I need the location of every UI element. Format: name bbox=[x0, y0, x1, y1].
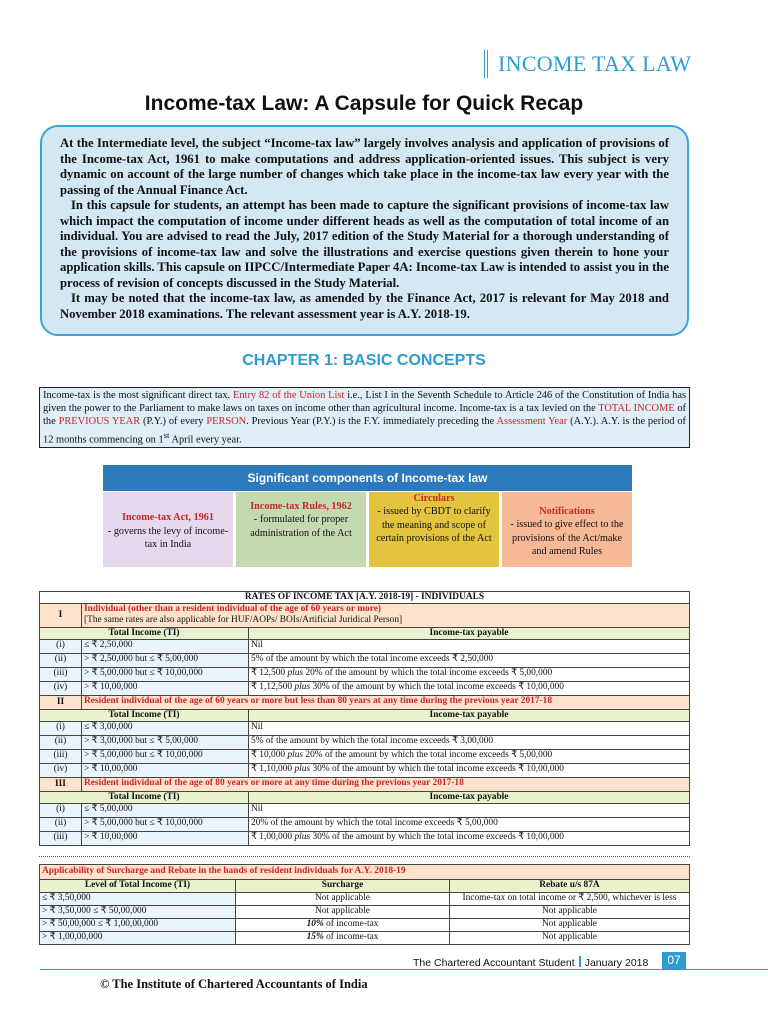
table-row bbox=[40, 932, 690, 945]
tax-payable: ₹ 10,000 plus 20% of the amount by which the total income exceeds ₹ 5,00,000 bbox=[249, 749, 690, 763]
surcharge-cell bbox=[236, 932, 450, 945]
row-index: (ii) bbox=[40, 735, 82, 749]
category-title: Resident individual of the age of 60 years or more but less than 80 years at any time during the previous year 2017-18 bbox=[84, 695, 553, 706]
table-row bbox=[40, 667, 690, 681]
income-range: > ₹ 10,00,000 bbox=[82, 763, 249, 777]
footer-rule bbox=[40, 952, 768, 970]
component-desc: - issued to give effect to the provisions of the Act/make and amend Rules bbox=[510, 519, 624, 557]
income-range: > ₹ 5,00,000 but ≤ ₹ 10,00,000 bbox=[82, 749, 249, 763]
surcharge-rebate-table bbox=[39, 864, 690, 945]
components-header: Significant components of Income-tax law bbox=[103, 465, 632, 491]
table-row bbox=[40, 831, 690, 845]
journal-name: The Chartered Accountant Student bbox=[413, 957, 575, 969]
category-description bbox=[82, 777, 690, 791]
component-title: Income-tax Rules, 1962 bbox=[250, 501, 352, 512]
column-header: Rebate u/s 87A bbox=[450, 880, 690, 893]
row-index: (iii) bbox=[40, 831, 82, 845]
column-header: Total Income (TI) bbox=[40, 791, 249, 803]
intro-paragraph-1: At the Intermediate level, the subject “Income-tax law” largely involves analysis and application of provisions of the Income-tax Act, 1961 to make computations and address application-oriented issues. This subject is very dynamic on account of the large number of changes which take place in the income-tax law every year with the passing of the Annual Finance Act. bbox=[60, 136, 669, 197]
table-row bbox=[40, 803, 690, 817]
row-index: (ii) bbox=[40, 817, 82, 831]
rates-table-body bbox=[40, 592, 690, 846]
income-range: > ₹ 2,50,000 but ≤ ₹ 5,00,000 bbox=[82, 653, 249, 667]
component-card-act bbox=[103, 492, 233, 567]
rates-caption: RATES OF INCOME TAX [A.Y. 2018-19] - INDIVIDUALS bbox=[40, 592, 690, 604]
tax-payable: ₹ 1,00,000 plus 30% of the amount by which the total income exceeds ₹ 10,00,000 bbox=[249, 831, 690, 845]
surcharge-header-row bbox=[40, 880, 690, 893]
category-row bbox=[40, 604, 690, 628]
basics-highlight: PERSON bbox=[206, 416, 247, 428]
surcharge-basis: of income-tax bbox=[323, 919, 379, 930]
rebate-cell: Income-tax on total income or ₹ 2,500, whichever is less bbox=[450, 893, 690, 906]
component-desc: - issued by CBDT to clarify the meaning and scope of certain provisions of the Act bbox=[376, 506, 492, 545]
basics-text: i.e., List I in the Seventh Schedule to Article 246 of the Constitution of India has given the power to the Parliament to make laws on taxes on income other than agricultural income. Income-tax is a tax levied on the bbox=[43, 390, 686, 415]
category-description bbox=[82, 695, 690, 709]
surcharge-cell bbox=[236, 919, 450, 932]
tax-payable: ₹ 12,500 plus 20% of the amount by which the total income exceeds ₹ 5,00,000 bbox=[249, 667, 690, 681]
tax-payable: Nil bbox=[249, 721, 690, 735]
income-range: > ₹ 10,00,000 bbox=[82, 681, 249, 695]
row-index: (iv) bbox=[40, 763, 82, 777]
table-row bbox=[40, 681, 690, 695]
income-level: > ₹ 50,00,000 ≤ ₹ 1,00,00,000 bbox=[40, 919, 236, 932]
basics-text: (P.Y.) of every bbox=[140, 416, 207, 428]
column-header: Total Income (TI) bbox=[40, 709, 249, 721]
surcharge-rate: 15% bbox=[306, 932, 324, 943]
row-index: (ii) bbox=[40, 653, 82, 667]
basics-text: of the bbox=[43, 403, 686, 428]
section-tag: INCOME TAX LAW bbox=[484, 50, 691, 78]
component-title: Notifications bbox=[539, 505, 595, 517]
footer-divider bbox=[579, 956, 581, 967]
category-row bbox=[40, 695, 690, 709]
table-row bbox=[40, 906, 690, 919]
basics-text: Income-tax is the most significant direct tax. bbox=[43, 390, 234, 401]
rates-header-row bbox=[40, 791, 690, 803]
tax-payable: Nil bbox=[249, 639, 690, 653]
table-row bbox=[40, 817, 690, 831]
basics-text: April every year. bbox=[169, 434, 242, 446]
table-row bbox=[40, 639, 690, 653]
row-index: (i) bbox=[40, 803, 82, 817]
category-number: II bbox=[40, 695, 82, 709]
basics-text: (A.Y.). A.Y. is the period of 12 months commencing on 1 bbox=[43, 416, 687, 446]
chapter-heading: CHAPTER 1: BASIC CONCEPTS bbox=[242, 352, 486, 369]
table-row bbox=[40, 893, 690, 906]
column-header: Total Income (TI) bbox=[40, 627, 249, 639]
tax-payable: Nil bbox=[249, 803, 690, 817]
tax-payable: 20% of the amount by which the total income exceeds ₹ 5,00,000 bbox=[249, 817, 690, 831]
income-range: > ₹ 5,00,000 but ≤ ₹ 10,00,000 bbox=[82, 667, 249, 681]
table-row bbox=[40, 653, 690, 667]
component-title: Income-tax Act, 1961 bbox=[122, 512, 214, 524]
category-note: [The same rates are also applicable for HUF/AOPs/ BOIs/Artificial Juridical Person] bbox=[84, 615, 403, 626]
income-level: ≤ ₹ 3,50,000 bbox=[40, 893, 236, 906]
basics-highlight: TOTAL INCOME bbox=[598, 403, 675, 415]
column-header: Income-tax payable bbox=[249, 791, 690, 803]
rates-header-row bbox=[40, 709, 690, 721]
row-index: (iv) bbox=[40, 681, 82, 695]
tax-payable: 5% of the amount by which the total income exceeds ₹ 3,00,000 bbox=[249, 735, 690, 749]
surcharge-cell: Not applicable bbox=[236, 893, 450, 906]
rates-header-row bbox=[40, 627, 690, 639]
column-header: Income-tax payable bbox=[249, 709, 690, 721]
surcharge-title-row bbox=[40, 865, 690, 880]
category-number: I bbox=[40, 604, 82, 628]
surcharge-cell: Not applicable bbox=[236, 906, 450, 919]
dotted-separator bbox=[39, 856, 690, 857]
table-row bbox=[40, 919, 690, 932]
tax-payable: 5% of the amount by which the total income exceeds ₹ 2,50,000 bbox=[249, 653, 690, 667]
basic-concepts-box bbox=[39, 387, 690, 448]
table-row bbox=[40, 749, 690, 763]
income-range: > ₹ 3,00,000 but ≤ ₹ 5,00,000 bbox=[82, 735, 249, 749]
footer-journal bbox=[413, 956, 648, 969]
income-range: > ₹ 5,00,000 but ≤ ₹ 10,00,000 bbox=[82, 817, 249, 831]
component-title: Circulars bbox=[413, 493, 455, 504]
row-index: (i) bbox=[40, 639, 82, 653]
column-header: Income-tax payable bbox=[249, 627, 690, 639]
category-title: Individual (other than a resident individual of the age of 60 years or more) bbox=[84, 604, 381, 614]
category-number: III bbox=[40, 777, 82, 791]
basics-highlight: Entry 82 of the Union List bbox=[233, 390, 345, 401]
tax-payable: ₹ 1,12,500 plus 30% of the amount by which the total income exceeds ₹ 10,00,000 bbox=[249, 681, 690, 695]
component-card-notifications bbox=[502, 492, 632, 567]
row-index: (i) bbox=[40, 721, 82, 735]
table-row bbox=[40, 735, 690, 749]
category-title: Resident individual of the age of 80 years or more at any time during the previous year 2017-18 bbox=[84, 777, 464, 788]
basics-highlight: PREVIOUS YEAR bbox=[58, 416, 141, 428]
surcharge-title: Applicability of Surcharge and Rebate in the hands of resident individuals for A.Y. 2018-19 bbox=[40, 865, 690, 880]
surcharge-basis: of income-tax bbox=[323, 932, 379, 943]
issue-date: January 2018 bbox=[584, 957, 649, 969]
income-range: ≤ ₹ 2,50,000 bbox=[82, 639, 249, 653]
component-card-circulars bbox=[369, 492, 499, 567]
surcharge-table-body bbox=[40, 865, 690, 945]
income-tax-rates-table bbox=[39, 591, 690, 846]
category-row bbox=[40, 777, 690, 791]
intro-paragraph-2: In this capsule for students, an attempt has been made to capture the significant provisions of income-tax law which impact the computation of income under different heads as well as the computation of total income of an individual. You are advised to read the July, 2017 edition of the Study Material for a thorough understanding of the provisions of income-tax law and solve the illustrations and exercise questions given therein to hone your application skills. This capsule on IIPCC/Intermediate Paper 4A: Income-tax Law is intended to assist you in the process of revision of concepts discussed in the Study Material. bbox=[60, 198, 669, 290]
rates-caption-row bbox=[40, 592, 690, 604]
column-header: Surcharge bbox=[236, 880, 450, 893]
basics-text: . Previous Year (P.Y.) is the F.Y. immediately preceding the bbox=[246, 416, 497, 428]
category-description bbox=[82, 604, 690, 628]
income-level: > ₹ 3,50,000 ≤ ₹ 50,00,000 bbox=[40, 906, 236, 919]
component-desc: - formulated for proper administration of the Act bbox=[250, 514, 352, 539]
copyright: © The Institute of Chartered Accountants of India bbox=[100, 977, 368, 991]
basics-superscript: st bbox=[163, 429, 170, 440]
row-index: (iii) bbox=[40, 749, 82, 763]
table-row bbox=[40, 763, 690, 777]
page-title: Income-tax Law: A Capsule for Quick Recap bbox=[144, 92, 584, 115]
basics-highlight: Assessment Year bbox=[496, 416, 568, 428]
rebate-cell: Not applicable bbox=[450, 919, 690, 932]
column-header: Level of Total Income (TI) bbox=[40, 880, 236, 893]
income-range: > ₹ 10,00,000 bbox=[82, 831, 249, 845]
table-row bbox=[40, 721, 690, 735]
surcharge-rate: 10% bbox=[306, 919, 324, 930]
intro-box bbox=[40, 125, 689, 336]
income-level: > ₹ 1,00,00,000 bbox=[40, 932, 236, 945]
component-card-rules bbox=[236, 492, 366, 567]
income-range: ≤ ₹ 3,00,000 bbox=[82, 721, 249, 735]
page-number: 07 bbox=[662, 952, 686, 969]
rebate-cell: Not applicable bbox=[450, 906, 690, 919]
component-desc: - governs the levy of income-tax in India bbox=[107, 525, 229, 551]
intro-paragraph-3: It may be noted that the income-tax law, as amended by the Finance Act, 2017 is relevant for May 2018 and November 2018 examinations. The relevant assessment year is A.Y. 2018-19. bbox=[60, 291, 669, 322]
income-range: ≤ ₹ 5,00,000 bbox=[82, 803, 249, 817]
rebate-cell: Not applicable bbox=[450, 932, 690, 945]
row-index: (iii) bbox=[40, 667, 82, 681]
tax-payable: ₹ 1,10,000 plus 30% of the amount by which the total income exceeds ₹ 10,00,000 bbox=[249, 763, 690, 777]
